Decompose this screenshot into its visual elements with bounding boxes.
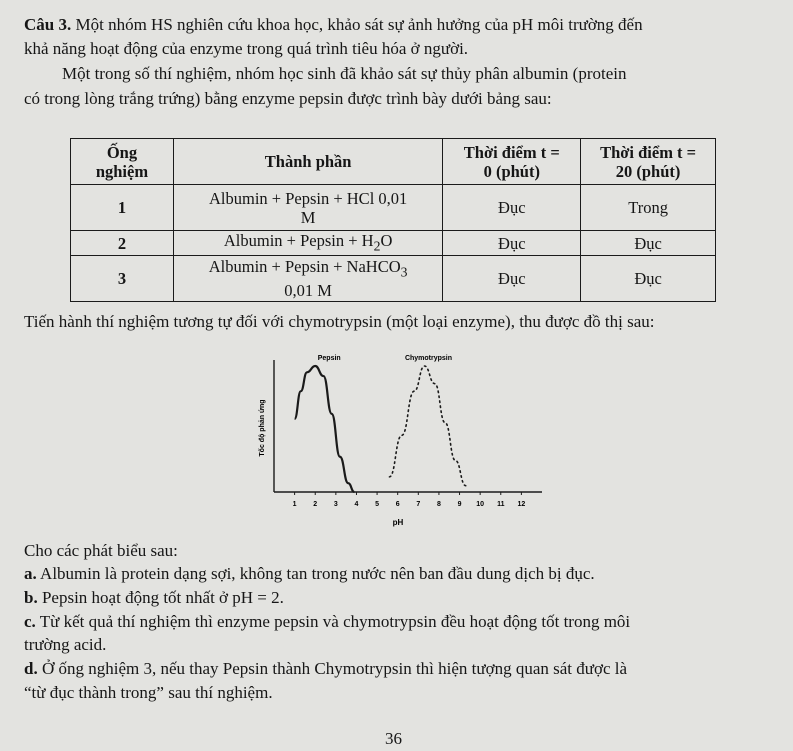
x-tick-label: 7 — [416, 501, 421, 508]
series-line-pepsin — [295, 366, 355, 492]
t0-cell: Đục — [443, 185, 581, 231]
x-tick-label: 1 — [292, 501, 297, 508]
question-line-4: có trong lòng trắng trứng) bằng enzyme pepsin được trình bày dưới bảng sau: — [24, 89, 552, 108]
series-label-chymotrypsin: Chymotrypsin — [404, 355, 453, 362]
table-row — [71, 185, 716, 231]
table-header-row — [71, 139, 716, 185]
series-label-pepsin: Pepsin — [317, 355, 341, 362]
header-t20: Thời điểm t = 20 (phút) — [581, 139, 716, 185]
question-line-2: khả năng hoạt động của enzyme trong quá trình tiêu hóa ở người. — [24, 39, 469, 58]
statement-d: d. Ở ống nghiệm 3, nếu thay Pepsin thành Chymotrypsin thì hiện tượng quan sát được là — [24, 659, 628, 678]
statement-c: c. Từ kết quả thí nghiệm thì enzyme pepsin và chymotrypsin đều hoạt động tốt trong môi — [24, 612, 631, 631]
page-number: 36 — [385, 729, 402, 748]
y-axis-label: Tốc độ phản ứng — [259, 399, 266, 457]
statement-b: b. Pepsin hoạt động tốt nhất ở pH = 2. — [24, 588, 284, 607]
x-tick-label: 12 — [517, 501, 526, 508]
x-tick-label: 9 — [457, 501, 462, 508]
x-tick-label: 11 — [497, 501, 505, 508]
question-line-5: Tiến hành thí nghiệm tương tự đối với chymotrypsin (một loại enzyme), thu được đồ thị sau: — [24, 312, 655, 331]
tube-number: 2 — [71, 231, 174, 256]
x-tick-label: 3 — [333, 501, 338, 508]
t20-cell: Đục — [581, 231, 716, 256]
series-line-chymotrypsin — [389, 366, 465, 486]
statement-c-continued: trường acid. — [24, 635, 107, 654]
table-row — [71, 256, 716, 302]
x-tick-label: 4 — [354, 501, 359, 508]
t0-cell: Đục — [443, 231, 581, 256]
x-tick-label: 2 — [313, 501, 318, 508]
composition-cell: Albumin + Pepsin + NaHCO$_3$ 0,01 M — [173, 256, 443, 302]
t0-cell: Đục — [443, 256, 581, 302]
header-t0: Thời điểm t = 0 (phút) — [443, 139, 581, 185]
statement-a: a. Albumin là protein dạng sợi, không tan trong nước nên ban đầu dung dịch bị đục. — [24, 564, 595, 583]
t20-cell: Trong — [581, 185, 716, 231]
table-row — [71, 231, 716, 256]
t20-cell: Đục — [581, 256, 716, 302]
tube-number: 1 — [71, 185, 174, 231]
x-tick-label: 5 — [375, 501, 380, 508]
enzyme-ph-chart — [250, 340, 550, 530]
statements-intro: Cho các phát biểu sau: — [24, 541, 178, 560]
header-tube: Ống nghiệm — [71, 139, 174, 185]
composition-cell: Albumin + Pepsin + HCl 0,01 M — [173, 185, 443, 231]
question-line-3: Một trong số thí nghiệm, nhóm học sinh đã khảo sát sự thủy phân albumin (protein — [62, 64, 627, 83]
statement-d-continued: “từ đục thành trong” sau thí nghiệm. — [24, 683, 273, 702]
tube-number: 3 — [71, 256, 174, 302]
composition-cell: Albumin + $Pepsin + H_2O$ — [173, 231, 443, 256]
experiment-table — [70, 138, 716, 302]
question-line-1 — [24, 14, 643, 36]
x-tick-label: 6 — [395, 501, 400, 508]
x-tick-label: 10 — [476, 501, 485, 508]
question-text: Một nhóm HS nghiên cứu khoa học, khảo sát sự ảnh hưởng của pH môi trường đến — [71, 15, 643, 34]
x-tick-label: 8 — [436, 501, 441, 508]
x-axis-label: pH — [392, 518, 404, 527]
header-composition: Thành phần — [173, 139, 443, 185]
question-number: Câu 3. — [24, 15, 72, 34]
